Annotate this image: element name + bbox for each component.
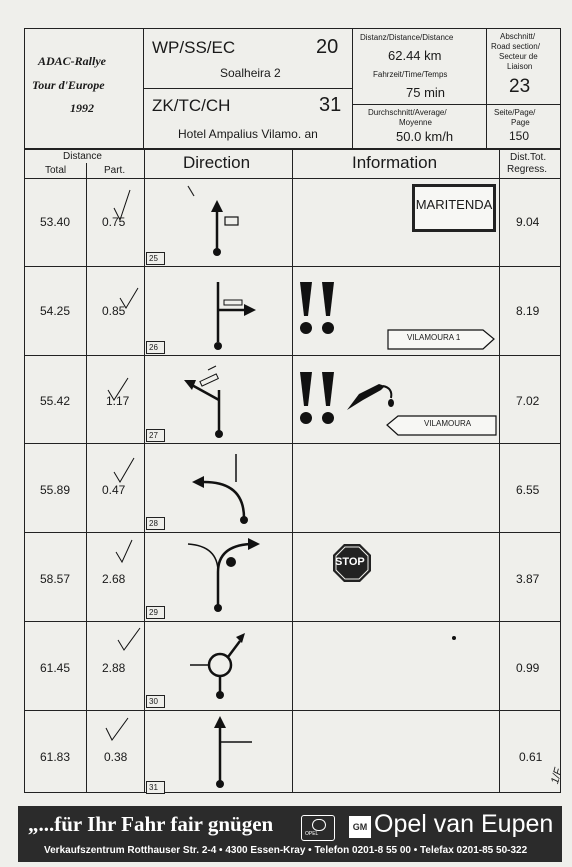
- tulip-diagram: [178, 360, 268, 444]
- row-number: 27: [146, 429, 165, 442]
- row-regress: 9.04: [516, 215, 540, 229]
- distance-label: Distanz/Distance/Distance: [360, 33, 454, 42]
- row-regress: 6.55: [516, 483, 540, 497]
- ink-dot: [452, 636, 456, 640]
- stop-sign-text: STOP: [335, 556, 365, 568]
- row-number: 29: [146, 606, 165, 619]
- dealer-address: Verkaufszentrum Rotthauser Str. 2-4 • 4300 Essen-Kray • Telefon 0201-8 55 00 • Telefax 0201-85 50-322: [44, 845, 528, 856]
- section-label-4: Liaison: [507, 62, 533, 71]
- row-total: 61.45: [40, 661, 71, 675]
- rally-year: 1992: [70, 101, 94, 115]
- row-regress: 0.99: [516, 661, 540, 675]
- wp-label: WP/SS/EC: [152, 38, 236, 57]
- row-total: 55.42: [40, 394, 71, 408]
- row-regress: 8.19: [516, 304, 540, 318]
- average-label-2: Moyenne: [399, 118, 432, 127]
- time-value: 75 min: [406, 85, 446, 100]
- section-label-2: Road section/: [491, 42, 540, 51]
- row-total: 54.25: [40, 304, 71, 318]
- tulip-diagram: [180, 270, 270, 354]
- row-part: 0.38: [104, 750, 128, 764]
- danger-icon: [296, 370, 344, 430]
- time-label: Fahrzeit/Time/Temps: [373, 70, 448, 79]
- row-part: 0.85: [102, 304, 126, 318]
- row-regress: 7.02: [516, 394, 540, 408]
- section-label-3: Secteur de: [499, 52, 538, 61]
- col-part: Part.: [104, 165, 126, 176]
- check-marks: [90, 180, 146, 760]
- row-total: 55.89: [40, 483, 71, 497]
- dealer-name: Opel van Eupen: [374, 810, 554, 838]
- road-sign: MARITENDA: [412, 184, 496, 232]
- fuel-pump-icon: [345, 378, 397, 414]
- distance-value: 62.44 km: [388, 48, 442, 63]
- row-regress: 0.61: [519, 750, 543, 764]
- row-number: 28: [146, 517, 165, 530]
- road-sign: VILAMOURA 1: [407, 333, 461, 342]
- wp-number: 20: [316, 36, 339, 58]
- margin-note: 1/F: [549, 766, 565, 786]
- gm-logo: GM: [349, 816, 371, 838]
- row-part: 2.68: [102, 572, 126, 586]
- tulip-diagram: [178, 536, 268, 620]
- row-number: 30: [146, 695, 165, 708]
- row-part: 0.47: [102, 483, 126, 497]
- zk-place: Hotel Ampalius Vilamo. an: [178, 127, 318, 141]
- col-total: Total: [45, 165, 67, 176]
- average-value: 50.0 km/h: [396, 129, 454, 144]
- col-direction: Direction: [183, 153, 251, 172]
- row-total: 53.40: [40, 215, 71, 229]
- zk-label: ZK/TC/CH: [152, 96, 231, 115]
- row-number: 31: [146, 781, 165, 794]
- opel-logo: [301, 815, 335, 841]
- col-regress: Regress.: [507, 164, 548, 175]
- col-distance: Distance: [63, 151, 102, 162]
- opel-logo-text: OPEL: [305, 831, 319, 837]
- row-total: 58.57: [40, 572, 71, 586]
- zk-number: 31: [319, 94, 342, 116]
- danger-icon: [296, 280, 344, 340]
- row-number: 26: [146, 341, 165, 354]
- row-part: 0.75: [102, 215, 126, 229]
- tulip-diagram: [180, 180, 260, 264]
- page-value: 150: [509, 129, 530, 143]
- page-label: Seite/Page/: [494, 108, 536, 117]
- row-total: 61.83: [40, 750, 71, 764]
- section-value: 23: [509, 76, 531, 97]
- banner-slogan: „...für Ihr Fahr fair gnügen: [28, 812, 274, 836]
- rally-subtitle: Tour d'Europe: [32, 78, 105, 92]
- page-label-2: Page: [511, 118, 530, 127]
- tulip-diagram: [178, 448, 268, 532]
- opel-bolt-icon: [312, 819, 326, 831]
- road-sign: VILAMOURA: [424, 419, 472, 428]
- col-information: Information: [352, 153, 438, 172]
- col-dist-tot: Dist.Tot.: [510, 152, 547, 163]
- section-label: Abschnitt/: [500, 32, 536, 41]
- roundabout-diagram: [178, 625, 268, 709]
- row-part: 1.17: [106, 394, 130, 408]
- rally-name: ADAC-Rallye: [38, 54, 106, 68]
- row-number: 25: [146, 252, 165, 265]
- average-label: Durchschnitt/Average/: [368, 108, 447, 117]
- dealer-banner: [18, 806, 562, 862]
- row-regress: 3.87: [516, 572, 540, 586]
- tulip-diagram: [178, 712, 268, 792]
- row-part: 2.88: [102, 661, 126, 675]
- wp-place: Soalheira 2: [220, 66, 281, 80]
